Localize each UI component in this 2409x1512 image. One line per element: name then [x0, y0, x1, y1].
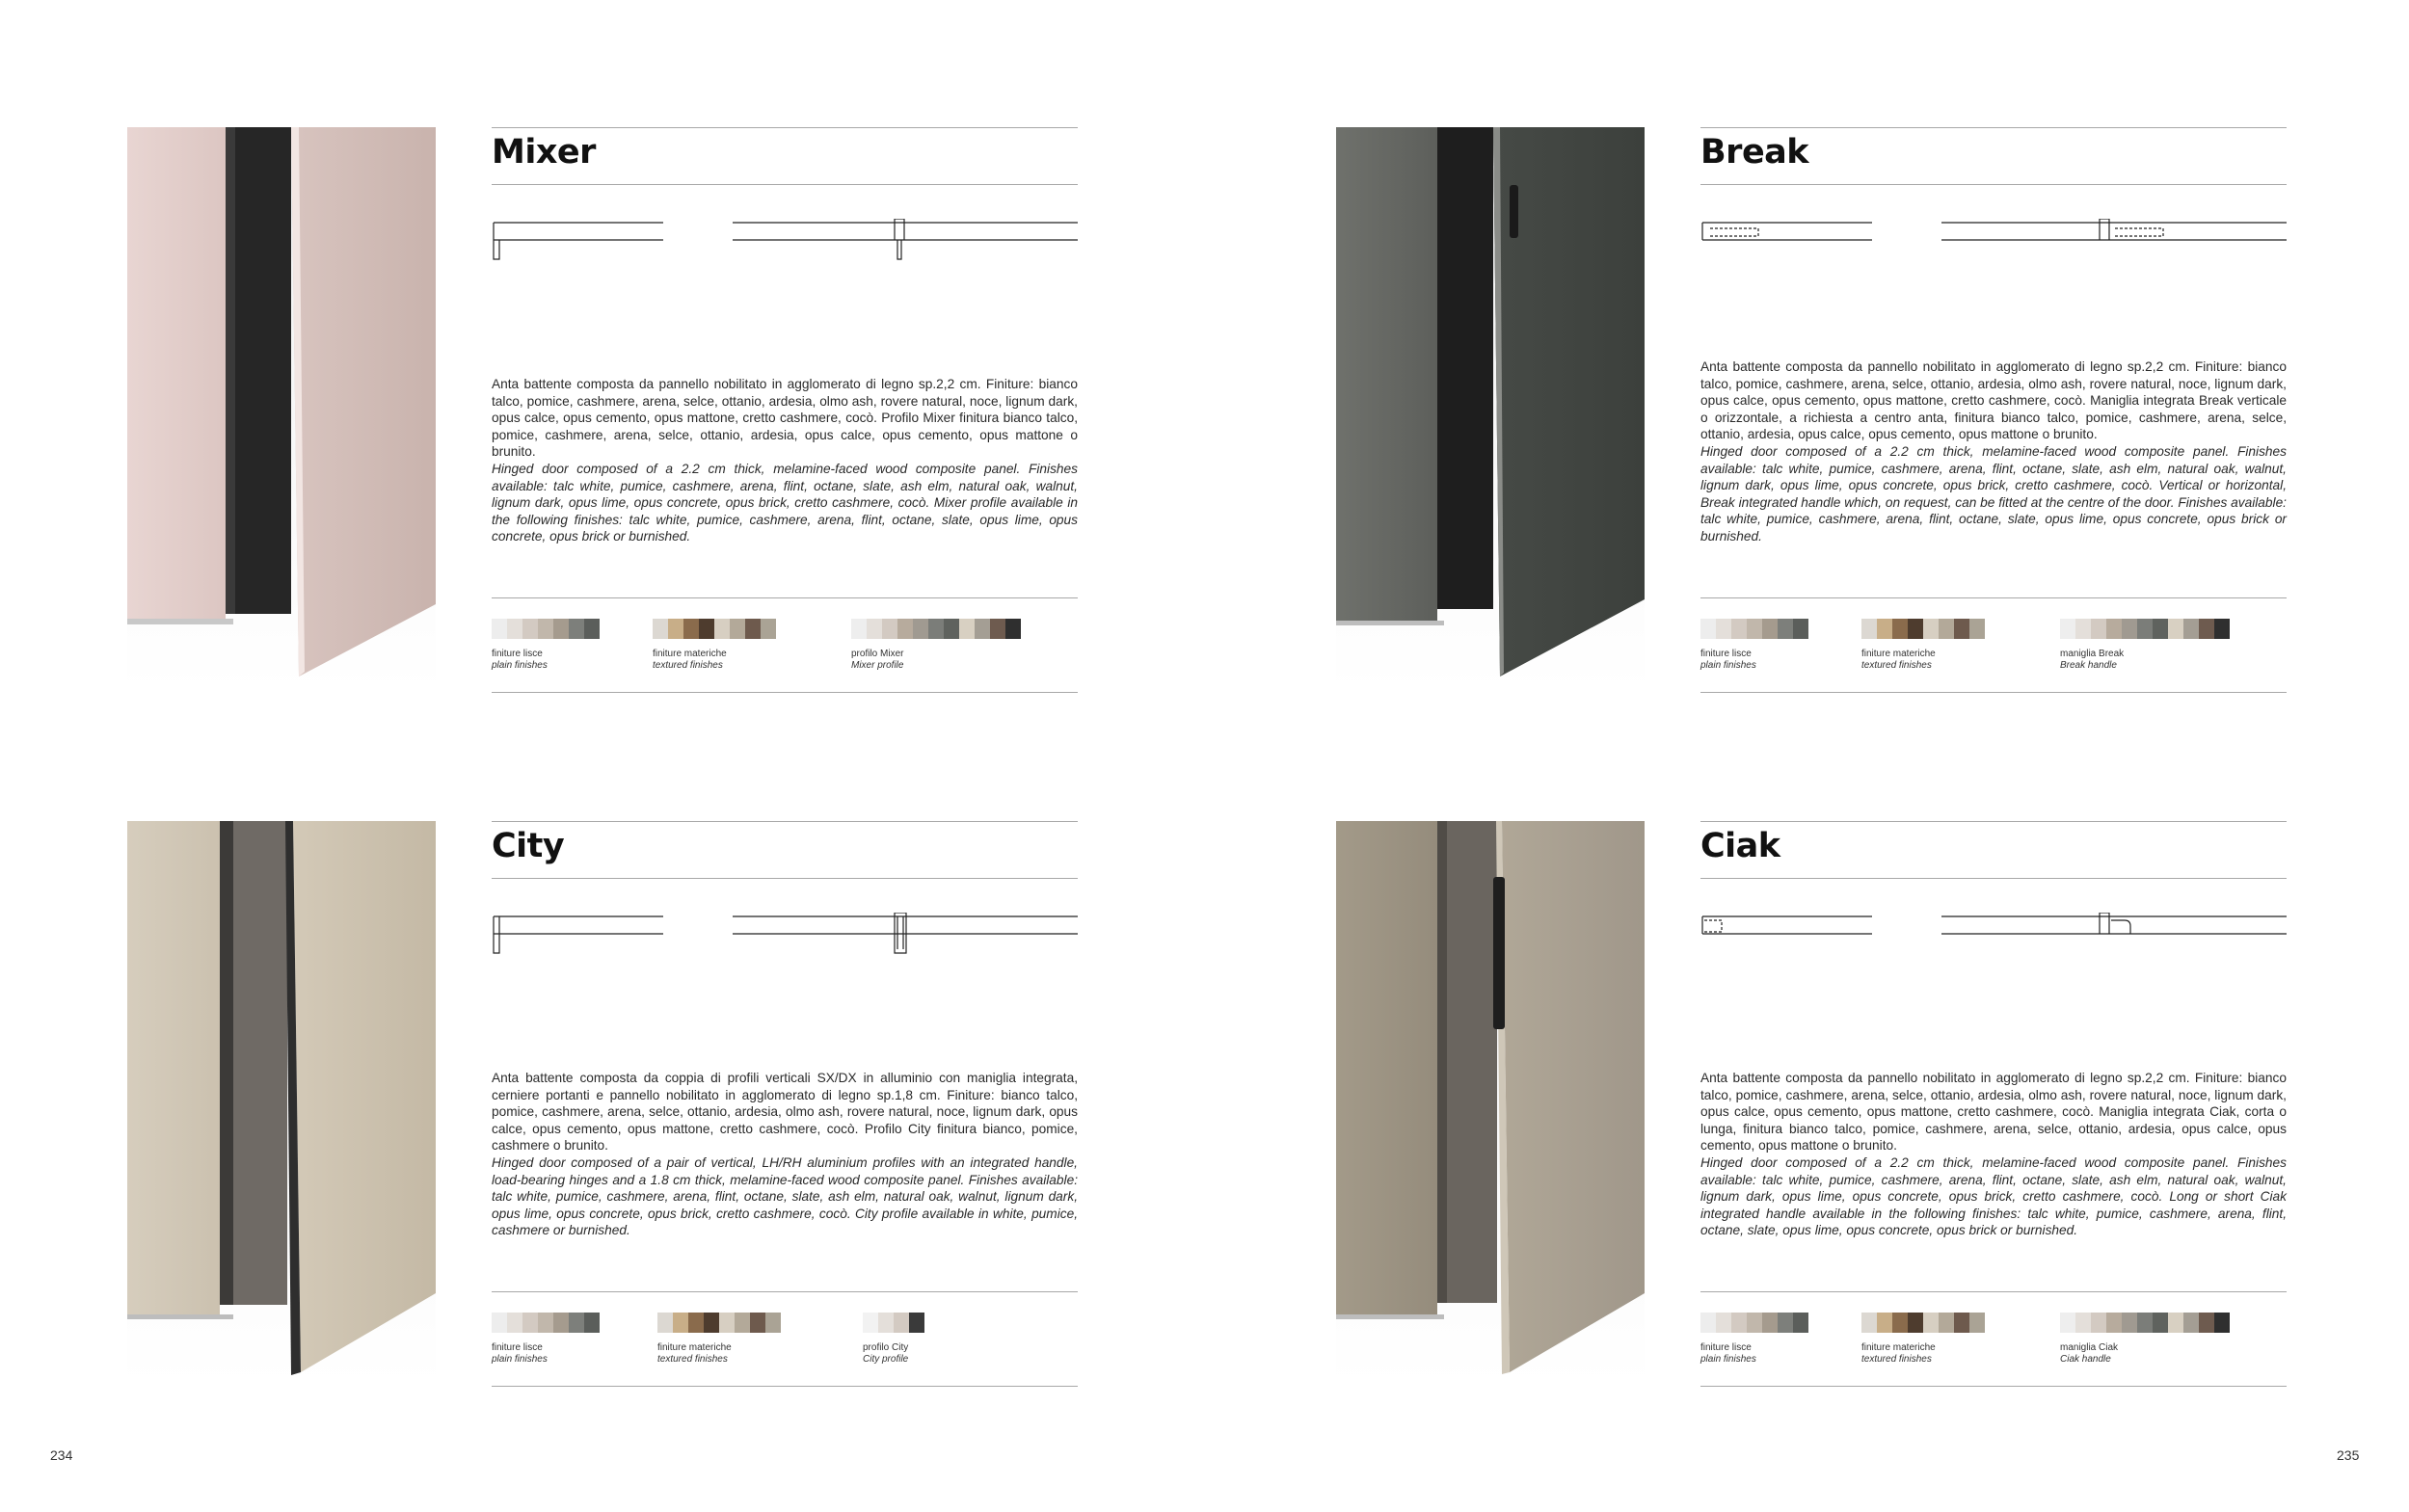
mixer-profile-drawing: [492, 219, 1078, 272]
bottom-rule: [492, 1386, 1078, 1387]
color-swatch: [1923, 1313, 1939, 1333]
swatch-label-it: finiture lisce: [1700, 1342, 1752, 1353]
color-swatch: [657, 1313, 673, 1333]
color-swatch: [944, 619, 959, 639]
swatch-group-plain: [492, 619, 600, 672]
swatch-row: [1700, 1313, 1808, 1333]
color-swatch: [928, 619, 944, 639]
color-swatch: [704, 1313, 719, 1333]
break-info: [1700, 127, 2287, 696]
swatch-row: [1861, 619, 1985, 639]
color-swatch: [1908, 1313, 1923, 1333]
color-swatch: [913, 619, 928, 639]
color-swatch: [1716, 619, 1731, 639]
ciak-profile-drawing: [1700, 913, 2287, 966]
description-english: Hinged door composed of a pair of vertical, LH/RH aluminium profiles with an integrated handle, load-bearing hinges and a 1.8 cm thick, melamine-faced wood composite panel. Finishes available: talc white, pumice, cashmere, arena, flint, octane, slate, ash elm, natural oak, walnut, lignum dark, opus lime, opus concrete, opus brick, cretto cashmere, cocò. City profile available in white, pumice, cashmere or burnished.: [492, 1154, 1078, 1238]
color-swatch: [688, 1313, 704, 1333]
mixer-door-photo: [127, 127, 436, 691]
color-swatch: [745, 619, 761, 639]
swatch-group-plain: [1700, 619, 1808, 672]
color-swatch: [569, 619, 584, 639]
color-swatch: [1700, 619, 1716, 639]
swatch-label-it: maniglia Ciak: [2060, 1342, 2119, 1353]
color-swatch: [584, 619, 600, 639]
swatch-label-it: profilo City: [863, 1342, 909, 1353]
color-swatch: [1778, 619, 1793, 639]
color-swatch: [1793, 619, 1808, 639]
top-rule: [1700, 127, 2287, 128]
color-swatch: [538, 619, 553, 639]
swatch-group-profile: [851, 619, 1021, 672]
color-swatch: [2137, 619, 2153, 639]
swatch-label-it: finiture lisce: [492, 649, 543, 659]
swatch-label-en: plain finishes: [492, 660, 548, 671]
color-swatch: [959, 619, 975, 639]
swatch-row: [1700, 619, 1808, 639]
color-swatch: [683, 619, 699, 639]
color-swatch: [2137, 1313, 2153, 1333]
color-swatch: [2091, 619, 2106, 639]
swatch-group-textured: [1861, 1313, 1985, 1366]
color-swatch: [1939, 1313, 1954, 1333]
swatch-group-plain: [1700, 1313, 1808, 1366]
top-rule: [492, 127, 1078, 128]
color-swatch: [714, 619, 730, 639]
color-swatch: [507, 1313, 522, 1333]
city-profile-drawing: [492, 913, 1078, 966]
color-swatch: [730, 619, 745, 639]
swatch-row: [492, 619, 600, 639]
color-swatch: [1716, 1313, 1731, 1333]
color-swatch: [492, 619, 507, 639]
swatch-group-textured: [653, 619, 776, 672]
color-swatch: [553, 1313, 569, 1333]
description-italian: Anta battente composta da pannello nobilitato in agglomerato di legno sp.2,2 cm. Finiture: bianco talco, pomice, cashmere, arena, selce, ottanio, ardesia, olmo ash, rovere natural, noce, lignum dark, opus calce, opus cemento, opus mattone, cretto cashmere, cocò. Profilo Mixer finitura bianco talco, pomice, cashmere, arena, selce, ottanio, ardesia, opus calce, opus cemento, opus mattone o brunito.: [492, 377, 1078, 460]
bottom-rule: [1700, 692, 2287, 693]
description-english: Hinged door composed of a 2.2 cm thick, melamine-faced wood composite panel. Finishes available: talc white, pumice, cashmere, arena, flint, octane, slate, ash elm, natural oak, walnut, lignum dark, opus lime, opus concrete, opus brick, cretto cashmere, cocò. Vertical or horizontal, Break integrated handle which, on request, can be fitted at the centre of the door. Finishes available: talc white, pumice, cashmere, arena, flint, octane, slate, opus lime, opus concrete, opus brick or burnished.: [1700, 443, 2287, 544]
page-number-left: 234: [50, 1447, 73, 1463]
color-swatch: [897, 619, 913, 639]
color-swatch: [1731, 1313, 1747, 1333]
color-swatch: [522, 619, 538, 639]
color-swatch: [1969, 1313, 1985, 1333]
color-swatch: [2183, 1313, 2199, 1333]
mixer-description: [492, 376, 1078, 545]
color-swatch: [2214, 619, 2230, 639]
color-swatch: [1731, 619, 1747, 639]
color-swatch: [1877, 1313, 1892, 1333]
break-title: Break: [1700, 133, 1809, 172]
swatch-label-en: textured finishes: [657, 1354, 728, 1365]
description-english: Hinged door composed of a 2.2 cm thick, melamine-faced wood composite panel. Finishes available: talc white, pumice, cashmere, arena, flint, octane, slate, ash elm, natural oak, walnut, lignum dark, opus lime, opus concrete, opus brick, cretto cashmere, cocò. Long or short Ciak integrated handle available in the following finishes: talc white, pumice, cashmere, arena, flint, octane, slate, opus lime, opus concrete, opus brick or burnished.: [1700, 1154, 2287, 1238]
color-swatch: [990, 619, 1005, 639]
color-swatch: [1005, 619, 1021, 639]
swatch-label-en: plain finishes: [1700, 660, 1756, 671]
swatch-label-en: Mixer profile: [851, 660, 904, 671]
top-rule: [492, 821, 1078, 822]
color-swatch: [851, 619, 867, 639]
description-italian: Anta battente composta da pannello nobilitato in agglomerato di legno sp.2,2 cm. Finiture: bianco talco, pomice, cashmere, arena, selce, ottanio, ardesia, olmo ash, rovere natural, noce, lignum dark, opus calce, opus cemento, opus mattone, cretto cashmere, cocò. Maniglia integrata Break verticale o orizzontale, a richiesta a centro anta, finitura bianco talco, pomice, cashmere, arena, selce, ottanio, ardesia, opus calce, opus cemento, opus mattone o brunito.: [1700, 359, 2287, 442]
ciak-info: [1700, 821, 2287, 1390]
color-swatch: [863, 1313, 878, 1333]
color-swatch: [553, 619, 569, 639]
color-swatch: [2183, 619, 2199, 639]
swatch-row: [2060, 619, 2230, 639]
swatch-label-it: finiture materiche: [653, 649, 727, 659]
color-swatch: [1939, 619, 1954, 639]
swatch-row: [657, 1313, 781, 1333]
color-swatch: [1793, 1313, 1808, 1333]
page-number-right: 235: [2337, 1447, 2360, 1463]
swatch-group-handle: [2060, 619, 2230, 672]
color-swatch: [538, 1313, 553, 1333]
swatch-label-it: finiture lisce: [1700, 649, 1752, 659]
break-description: [1700, 358, 2287, 545]
section-break: [1336, 127, 2300, 696]
color-swatch: [1877, 619, 1892, 639]
color-swatch: [1908, 619, 1923, 639]
section-city: [127, 821, 1091, 1390]
swatch-label-it: profilo Mixer: [851, 649, 904, 659]
color-swatch: [2153, 619, 2168, 639]
color-swatch: [975, 619, 990, 639]
color-swatch: [1747, 1313, 1762, 1333]
color-swatch: [2106, 619, 2122, 639]
color-swatch: [761, 619, 776, 639]
color-swatch: [1762, 619, 1778, 639]
color-swatch: [2122, 1313, 2137, 1333]
color-swatch: [2199, 1313, 2214, 1333]
section-ciak: [1336, 821, 2300, 1390]
color-swatch: [2075, 619, 2091, 639]
title-rule: [1700, 184, 2287, 185]
color-swatch: [2168, 1313, 2183, 1333]
color-swatch: [1778, 1313, 1793, 1333]
color-swatch: [750, 1313, 765, 1333]
color-swatch: [699, 619, 714, 639]
swatch-row: [1861, 1313, 1985, 1333]
bottom-rule: [1700, 1386, 2287, 1387]
title-rule: [492, 184, 1078, 185]
color-swatch: [882, 619, 897, 639]
color-swatch: [1892, 1313, 1908, 1333]
break-profile-drawing: [1700, 219, 2287, 272]
description-english: Hinged door composed of a 2.2 cm thick, melamine-faced wood composite panel. Finishes available: talc white, pumice, cashmere, arena, flint, octane, slate, ash elm, natural oak, walnut, lignum dark, opus lime, opus concrete, opus brick, cretto cashmere, cocò. Mixer profile available in the following finishes: talc white, pumice, cashmere, arena, flint, octane, slate, opus lime, opus concrete, opus brick or burnished.: [492, 461, 1078, 544]
city-info: [492, 821, 1078, 1390]
swatch-label-it: finiture materiche: [1861, 1342, 1936, 1353]
swatch-label-en: textured finishes: [653, 660, 723, 671]
description-italian: Anta battente composta da pannello nobilitato in agglomerato di legno sp.2,2 cm. Finiture: bianco talco, pomice, cashmere, arena, selce, ottanio, ardesia, olmo ash, rovere natural, noce, lignum dark, opus calce, opus cemento, opus mattone, cretto cashmere, cocò. Maniglia integrata Ciak, corta o lunga, finitura bianco talco, pomice, cashmere, arena, selce, ottanio, ardesia, opus calce, opus cemento, opus mattone o brunito.: [1700, 1071, 2287, 1154]
bottom-rule: [492, 692, 1078, 693]
mixer-info: [492, 127, 1078, 696]
ciak-door-photo: [1336, 821, 1645, 1385]
city-description: [492, 1070, 1078, 1239]
color-swatch: [1954, 1313, 1969, 1333]
color-swatch: [1892, 619, 1908, 639]
color-swatch: [2153, 1313, 2168, 1333]
color-swatch: [1861, 1313, 1877, 1333]
color-swatch: [2060, 1313, 2075, 1333]
mixer-title: Mixer: [492, 133, 596, 172]
color-swatch: [1923, 619, 1939, 639]
color-swatch: [2214, 1313, 2230, 1333]
swatch-row: [653, 619, 776, 639]
swatch-label-en: textured finishes: [1861, 1354, 1932, 1365]
swatch-group-handle: [2060, 1313, 2230, 1366]
color-swatch: [507, 619, 522, 639]
city-door-photo: [127, 821, 436, 1385]
color-swatch: [719, 1313, 735, 1333]
color-swatch: [1969, 619, 1985, 639]
color-swatch: [522, 1313, 538, 1333]
title-rule: [492, 878, 1078, 879]
color-swatch: [2106, 1313, 2122, 1333]
swatch-label-it: finiture materiche: [657, 1342, 732, 1353]
color-swatch: [492, 1313, 507, 1333]
color-swatch: [1861, 619, 1877, 639]
color-swatch: [894, 1313, 909, 1333]
color-swatch: [1747, 619, 1762, 639]
color-swatch: [2091, 1313, 2106, 1333]
swatch-top-rule: [492, 1291, 1078, 1292]
color-swatch: [2199, 619, 2214, 639]
city-title: City: [492, 827, 565, 865]
top-rule: [1700, 821, 2287, 822]
swatch-group-textured: [1861, 619, 1985, 672]
swatch-group-plain: [492, 1313, 600, 1366]
color-swatch: [735, 1313, 750, 1333]
title-rule: [1700, 878, 2287, 879]
color-swatch: [1954, 619, 1969, 639]
swatch-top-rule: [1700, 597, 2287, 598]
color-swatch: [1762, 1313, 1778, 1333]
swatch-label-en: Ciak handle: [2060, 1354, 2111, 1365]
color-swatch: [673, 1313, 688, 1333]
color-swatch: [878, 1313, 894, 1333]
color-swatch: [668, 619, 683, 639]
swatch-row: [863, 1313, 924, 1333]
swatch-row: [851, 619, 1021, 639]
color-swatch: [2168, 619, 2183, 639]
color-swatch: [2075, 1313, 2091, 1333]
ciak-description: [1700, 1070, 2287, 1239]
swatch-label-it: finiture lisce: [492, 1342, 543, 1353]
swatch-label-en: plain finishes: [492, 1354, 548, 1365]
color-swatch: [653, 619, 668, 639]
swatch-label-en: plain finishes: [1700, 1354, 1756, 1365]
swatch-row: [492, 1313, 600, 1333]
description-italian: Anta battente composta da coppia di profili verticali SX/DX in alluminio con maniglia integrata, cerniere portanti e pannello nobilitato in agglomerato di legno sp.1,8 cm. Finiture: bianco talco, pomice, cashmere, arena, selce, ottanio, ardesia, olmo ash, rovere natural, noce, lignum dark, opus calce, opus cemento, opus mattone, cretto cashmere, cocò. Profilo City finitura bianco, pomice, cashmere o brunito.: [492, 1071, 1078, 1154]
color-swatch: [584, 1313, 600, 1333]
color-swatch: [569, 1313, 584, 1333]
color-swatch: [2060, 619, 2075, 639]
swatch-group-textured: [657, 1313, 781, 1366]
section-mixer: [127, 127, 1091, 696]
swatch-label-en: Break handle: [2060, 660, 2117, 671]
swatch-top-rule: [1700, 1291, 2287, 1292]
swatch-label-it: finiture materiche: [1861, 649, 1936, 659]
swatch-row: [2060, 1313, 2230, 1333]
swatch-label-en: City profile: [863, 1354, 909, 1365]
color-swatch: [867, 619, 882, 639]
ciak-title: Ciak: [1700, 827, 1780, 865]
swatch-group-profile: [863, 1313, 924, 1366]
color-swatch: [1700, 1313, 1716, 1333]
color-swatch: [2122, 619, 2137, 639]
break-door-photo: [1336, 127, 1645, 691]
swatch-label-it: maniglia Break: [2060, 649, 2125, 659]
color-swatch: [909, 1313, 924, 1333]
color-swatch: [765, 1313, 781, 1333]
swatch-label-en: textured finishes: [1861, 660, 1932, 671]
swatch-top-rule: [492, 597, 1078, 598]
